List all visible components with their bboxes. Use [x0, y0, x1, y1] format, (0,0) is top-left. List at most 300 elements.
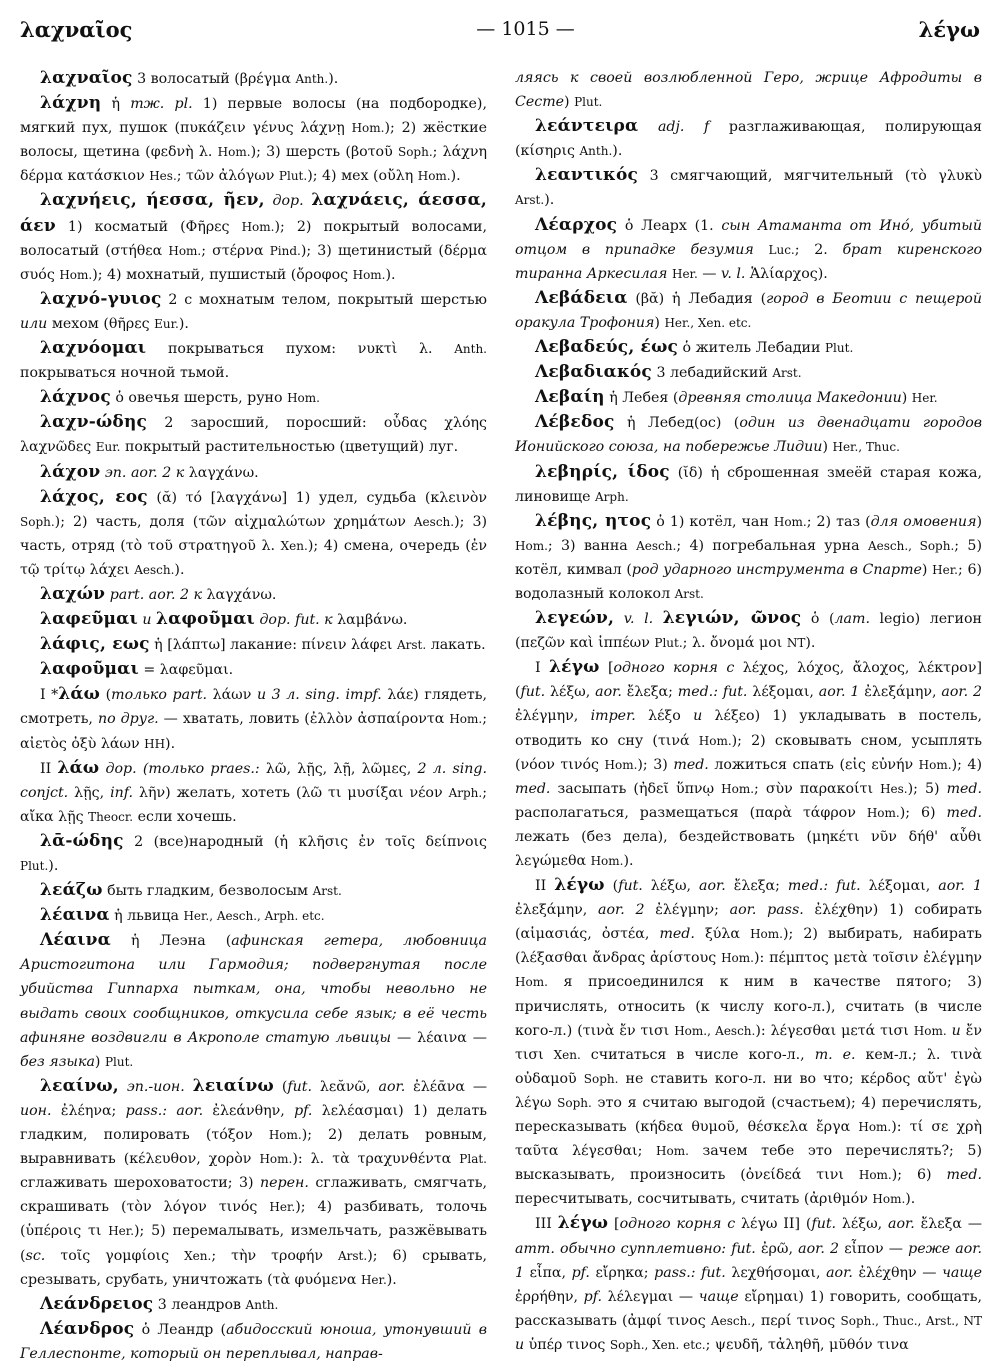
- entry-text: ; λάχνη δέρμα κατάσκιον: [20, 144, 487, 185]
- source-abbrev: Arst.: [396, 638, 427, 653]
- entry-text: εἴρηκα;: [589, 1264, 655, 1281]
- source-abbrev: Arst.: [772, 366, 802, 381]
- entry-text: 2 заросший, поросший: οὖδας χλόης λαχνῶδες: [20, 415, 487, 456]
- source-abbrev: Hom.: [217, 145, 251, 160]
- dictionary-entry: [20, 903, 487, 928]
- entry-text: II: [535, 878, 555, 895]
- entry-text: я присоединился к ним в качестве пятого; 3) причислять, относить (к числу кого-л.), считать (в числе кого-л.) (τινὰ ἔν τισι: [515, 974, 982, 1039]
- entry-text: ); 3) часть, отряд (τὸ τοῦ στρατηγοῦ λ.: [20, 513, 488, 554]
- entry-text: ; τὴν τροφήν: [211, 1247, 338, 1264]
- headword: Λεβαδιακός: [535, 362, 652, 383]
- italic-note: древняя столица Македонии: [678, 390, 902, 407]
- entry-text: ; τῶν ἀλόγων: [176, 168, 279, 185]
- italic-note: и: [693, 708, 703, 725]
- entry-text: ); 4) мех (οὔλη: [307, 168, 418, 185]
- source-abbrev: Hes.: [149, 169, 177, 184]
- dictionary-entry: [20, 829, 487, 878]
- headword: λεαντικός: [535, 165, 639, 186]
- source-abbrev: Luc.: [768, 242, 795, 257]
- italic-note: чаще: [698, 1288, 739, 1305]
- source-abbrev: Hom.: [773, 514, 807, 529]
- entry-text: ἐλεξάμην,: [515, 902, 598, 919]
- entry-text: II: [40, 760, 58, 777]
- italic-note: aor.: [699, 878, 726, 895]
- dictionary-entry: [20, 657, 487, 682]
- italic-note: абидосский юноша, утонувший в Геллеспонте, который он переплывал, направ-: [20, 1321, 487, 1362]
- source-abbrev: Hom.: [241, 219, 275, 234]
- entry-text: ἔν τισι: [515, 1022, 983, 1063]
- source-abbrev: Soph.: [557, 1095, 592, 1110]
- entry-text: ἐλεξάμην,: [859, 684, 942, 701]
- entry-text: ): [94, 1053, 105, 1070]
- headword: λάφις, εως: [40, 634, 150, 655]
- headword: λᾱ-ώδης: [40, 830, 124, 851]
- headword: λειαίνω: [192, 1075, 274, 1096]
- entry-text: ἡ [λάπτω] лакание: πίνειν λάφει: [149, 637, 397, 654]
- headword: λεγεών,: [535, 608, 615, 629]
- dictionary-entry: [515, 286, 982, 335]
- entry-text: ; στέρνα: [201, 242, 270, 259]
- dictionary-entry: [20, 1292, 487, 1317]
- entry-text: ἐλεάνθην,: [203, 1102, 295, 1119]
- source-abbrev: Plut.: [104, 1054, 134, 1069]
- italic-note: одного корня с: [613, 660, 735, 677]
- entry-text: лежать (без дела), бездействовать (μηκέτι νῦν δήθ' αὖθι λεγώμεθα: [515, 828, 982, 869]
- dictionary-entry: [20, 928, 487, 1074]
- entry-text: Ἁλίαρχος).: [745, 265, 828, 282]
- entry-text: λαμβάνω.: [332, 612, 408, 629]
- entry-text: зачем тебе это перечислять?; 5) высказывать, произносить (ὀνείδεά τινι: [515, 1143, 982, 1184]
- source-abbrev: Arst.: [515, 193, 545, 208]
- dictionary-entry: [515, 213, 982, 286]
- italic-note: med.: [673, 756, 709, 773]
- entry-text: λέγω II] (: [735, 1216, 812, 1233]
- headword: λαχν-ώδης: [40, 412, 148, 433]
- entry-text: λέξομαι,: [860, 878, 939, 895]
- headword: λάχνη: [40, 93, 102, 114]
- entry-text: мехом (θῆρες: [47, 315, 155, 332]
- entry-text: покрытый растительностью (цветущий) луг.: [120, 439, 459, 456]
- entry-text: ): [654, 314, 665, 331]
- entry-text: εἶπον —: [839, 1240, 909, 1257]
- entry-text: 1) косматый (Φῆρες: [55, 218, 242, 235]
- entry-text: λῶ, λῇς, λῇ, λῶμες,: [259, 760, 418, 777]
- headword: λάχος, εος: [40, 486, 148, 507]
- entry-text: ).: [805, 635, 816, 652]
- entry-text: ).: [623, 853, 634, 869]
- dictionary-entry: [515, 873, 982, 1211]
- source-abbrev: Hom.: [918, 757, 952, 772]
- dictionary-entry: [515, 1211, 982, 1357]
- entry-text: ).: [450, 168, 461, 185]
- entry-text: ἔλεξα;: [621, 684, 678, 701]
- italic-note: adj. f: [657, 119, 710, 136]
- entry-text: ); 2) покрытый волосами, волосатый (στήθεα: [20, 218, 488, 259]
- entry-text: [614, 611, 624, 627]
- entry-text: засыпать (ἠδεῖ ὕπνῳ: [550, 780, 722, 797]
- entry-text: ; σὺν παρακοίτι: [754, 780, 881, 797]
- source-abbrev: Soph.: [20, 514, 55, 529]
- entry-text: ὁ овечья шерсть, руно: [110, 390, 288, 407]
- entry-text: 3 лебадийский: [651, 365, 773, 382]
- entry-text: ).: [386, 1271, 397, 1288]
- italic-note: pf.: [571, 1264, 590, 1281]
- entry-text: τοῖς γομφίοις: [45, 1247, 185, 1264]
- entry-text: ἡ Леэна (: [110, 933, 232, 950]
- entry-text: III: [535, 1216, 558, 1233]
- source-abbrev: Hom.: [872, 1192, 906, 1207]
- entry-text: ); 4) смена, очередь (ἐν τῷ τρίτῳ λάχει: [20, 537, 487, 578]
- entry-text: (: [100, 687, 112, 704]
- entry-text: ἐλέχθην) 1) собирать (αἱμασιάς, ὀστέα,: [515, 902, 982, 943]
- entry-text: ): τί σε χρὴ ταῦτα λέγεσθαι;: [515, 1119, 982, 1160]
- entry-text: ); 2) выбирать, набирать (λέξασθαι ἄνδρας ἀρίστους: [515, 926, 982, 967]
- italic-note: aor.: [595, 684, 622, 701]
- entry-text: ): [564, 94, 575, 111]
- source-abbrev: Eur.: [95, 440, 121, 455]
- source-abbrev: Hom.: [168, 243, 202, 258]
- italic-note: fut.: [618, 878, 643, 895]
- source-abbrev: Hom.: [866, 805, 900, 820]
- headword: λαφοῦμαι: [40, 659, 139, 680]
- entry-text: ); 2) часть, доля (τῶν αἰχμαλώτων χρημάτων: [54, 513, 414, 530]
- entry-text: лакать.: [426, 637, 486, 654]
- italic-note: эп.-ион.: [126, 1078, 185, 1095]
- source-abbrev: Hom.: [656, 1144, 689, 1159]
- source-abbrev: Plut.: [574, 95, 603, 110]
- source-abbrev: Plut.: [20, 859, 49, 873]
- entry-text: покрываться пухом: νυκτὶ λ.: [146, 341, 455, 358]
- entry-text: ).: [328, 71, 339, 87]
- entry-text: ); 3) шерсть (βοτοῦ: [250, 144, 398, 161]
- italic-note: или: [20, 315, 48, 332]
- entry-text: [638, 119, 658, 135]
- entry-text: не ставить кого-л. ни во что; κέρδος αὔτ' ἐγὼ λέγω: [515, 1070, 983, 1111]
- entry-text: ἐλέηνα;: [51, 1102, 126, 1119]
- entry-text: [754, 242, 769, 258]
- entry-text: ; αἰετὸς ὀξὺ λάων: [20, 711, 487, 752]
- entry-text: λάων: [207, 687, 257, 704]
- italic-note: реже aor. 1: [515, 1240, 982, 1281]
- entry-text: ; 2.: [794, 241, 843, 258]
- italic-note: одного корня с: [619, 1216, 736, 1233]
- source-abbrev: Soph., Xen. etc.: [609, 1337, 706, 1352]
- source-abbrev: Hom.: [590, 854, 624, 868]
- source-abbrev: Aesch.: [134, 562, 175, 577]
- source-abbrev: Anth.: [245, 1297, 279, 1312]
- entry-text: ἐλέᾱνα —: [405, 1078, 488, 1095]
- headword: λεγιών, ῶνος: [662, 608, 802, 629]
- entry-text: ἡ Лебед(ос) (: [614, 415, 740, 432]
- source-abbrev: Eur.: [154, 316, 179, 331]
- entry-text: legio) легион (πεζῶν καὶ ἱππέων: [515, 611, 982, 652]
- entry-text: ).: [165, 735, 176, 752]
- italic-note: и: [142, 612, 152, 629]
- entry-text: ); 3): [637, 756, 674, 773]
- headword: λέβης, ητος: [535, 510, 652, 531]
- source-abbrev: Hom.: [721, 951, 754, 966]
- headword: λαχνάεις, άεσσα, άεν: [20, 190, 487, 236]
- entry-text: 2 с мохнатым телом, покрытый шерстью: [161, 291, 487, 308]
- entry-text: (ᾰ) τό [λαγχάνω] 1) удел, судьба (κλεινὸν: [147, 489, 487, 506]
- italic-note: и: [951, 1022, 961, 1039]
- italic-note: и 3 л. sing. impf.: [256, 687, 382, 704]
- italic-note: sc.: [25, 1247, 46, 1264]
- source-abbrev: Hom.: [721, 781, 755, 796]
- source-abbrev: Hom.: [259, 1152, 293, 1167]
- italic-note: по друг.: [97, 711, 159, 728]
- dictionary-entry: [20, 878, 487, 903]
- italic-note: med.: [946, 1167, 982, 1184]
- headword: λάω: [58, 684, 101, 705]
- entry-text: сглаживать, смягчать, скрашивать (τὸν λόγον τινός: [20, 1175, 487, 1216]
- dictionary-entry: [20, 1074, 487, 1292]
- entry-text: —: [697, 265, 722, 282]
- dictionary-entry: [515, 410, 982, 459]
- italic-note: med.: [946, 780, 983, 797]
- entry-text: ἐλέγμην,: [515, 708, 591, 725]
- entry-text: λαγχάνω.: [184, 464, 259, 481]
- headword: Λεβαδεύς, έως: [535, 337, 679, 358]
- headword: λεαίνω,: [40, 1075, 119, 1096]
- headword: Λεάνδρειος: [40, 1293, 154, 1314]
- entry-text: [185, 1079, 193, 1095]
- headword: λάω: [57, 757, 100, 778]
- dictionary-entry: [20, 188, 487, 286]
- italic-note: aor. 1: [818, 684, 860, 701]
- entry-text: [: [599, 660, 614, 677]
- source-abbrev: Her., Thuc.: [832, 440, 900, 455]
- dictionary-entry: [515, 385, 982, 410]
- entry-text: λεχθήσομαι,: [725, 1264, 827, 1281]
- entry-text: λάε) глядеть, смотреть,: [20, 687, 487, 728]
- source-abbrev: Theocr.: [88, 809, 134, 824]
- headword: λαχναῖος: [40, 68, 133, 88]
- source-abbrev: Arph.: [595, 489, 629, 504]
- italic-note: pf.: [294, 1102, 313, 1119]
- dictionary-entry: [515, 66, 982, 114]
- entry-text: λῇς,: [68, 784, 111, 801]
- entry-text: ; 5) котёл, кимвал (: [515, 537, 982, 578]
- headword: Λέβεδος: [535, 412, 615, 433]
- entry-text: ).: [178, 315, 189, 332]
- headword: λαφεῦμαι: [40, 609, 138, 630]
- entry-text: ); 3) щетинистый (δέρμα συός: [20, 242, 487, 283]
- entry-text: λῆν) желать, хотеть (λῶ τι μυσίξαι νέον: [133, 784, 449, 801]
- italic-note: part. aor. 2 к: [109, 586, 202, 603]
- italic-note: афинская гетера, любовница Аристогитона или Гармодия; подвергнутая после убийства Гиппарха пыткам, она, чтобы невольно не выдать своих сообщников, откусила себе язык; в её честь афиняне воздвигли в Акрополе статую львицы: [20, 933, 488, 1046]
- entry-text: (: [273, 1078, 288, 1095]
- source-abbrev: Her.: [671, 266, 698, 281]
- italic-note: дор. fut. к: [259, 612, 333, 629]
- entry-text: , περί τινος: [751, 1312, 841, 1329]
- headword: λαχνήεις, ήεσσα, ῆεν,: [40, 190, 265, 211]
- entry-text: это я считаю выгодой (счастьем); 4) перечислять, пересказывать (κήδεα θυμοῦ, θέσκελα ἔργα: [515, 1094, 982, 1136]
- italic-note: ион.: [20, 1102, 52, 1119]
- entry-text: I *: [40, 687, 59, 704]
- italic-note: только part.: [111, 687, 208, 704]
- italic-note: один из двенадцати городов Ионийского союза, на побережье Лидии: [515, 415, 983, 456]
- entry-text: ).: [905, 1191, 916, 1208]
- entry-text: [: [608, 1216, 620, 1233]
- source-abbrev: Anth.: [295, 72, 329, 86]
- italic-note: aor. 2: [798, 1240, 840, 1257]
- entry-text: ὑπέρ τινος: [524, 1336, 610, 1353]
- header-left-word: λαχναῖος: [20, 16, 133, 42]
- source-abbrev: Pind.: [269, 243, 301, 258]
- italic-note: pf.: [583, 1288, 602, 1305]
- entry-text: — λέαινα —: [391, 1029, 487, 1046]
- entry-text: ξύλα: [694, 926, 751, 943]
- dictionary-entry: [515, 360, 982, 385]
- entry-text: ): λ. τὰ τραχυνθέντα: [292, 1151, 460, 1168]
- headword: Λεβαίη: [535, 387, 605, 408]
- source-abbrev: Hom.: [59, 267, 93, 282]
- italic-note: pass.: fut.: [654, 1264, 726, 1281]
- italic-note: imper.: [590, 708, 636, 725]
- entry-text: покрываться ночной тьмой.: [20, 365, 230, 382]
- headword: Λέαρχος: [535, 214, 618, 235]
- entry-text: ); 2) жёсткие волосы, щетина (φεδνὴ λ.: [20, 120, 488, 161]
- entry-text: (βᾰ) ἡ Лебадия (: [627, 290, 767, 307]
- page-columns: [20, 66, 983, 1362]
- source-abbrev: NT: [786, 636, 806, 651]
- entry-text: εἶπα,: [524, 1264, 572, 1281]
- italic-note: т. е.: [814, 1046, 856, 1063]
- source-abbrev: Arph.: [448, 785, 483, 800]
- source-abbrev: Aesch.: [413, 514, 455, 529]
- entry-text: ); 4): [951, 756, 982, 773]
- source-abbrev: Soph.: [397, 145, 433, 160]
- source-abbrev: Hom.: [515, 975, 548, 990]
- dictionary-entry: [20, 336, 487, 385]
- entry-text: λέξο: [635, 708, 694, 725]
- entry-text: εἴρημαι) 1) говорить, сообщать, рассказывать (ἀμφί τινος: [515, 1288, 982, 1329]
- entry-text: λέξομαι,: [747, 684, 819, 701]
- italic-note: для омовения: [870, 513, 977, 530]
- source-abbrev: Xen.: [280, 538, 308, 553]
- entry-text: располагаться, размещаться (παρὰ τάφρον: [515, 804, 867, 821]
- entry-text: ); 5): [907, 780, 947, 797]
- entry-text: 3 волосатый (βρέγμα: [132, 71, 296, 87]
- entry-text: ἡ Лебея (: [604, 390, 679, 407]
- entry-text: ); 4) мохнатый, пушистый (ὄροφος: [92, 266, 353, 283]
- entry-text: ): [976, 513, 983, 530]
- italic-note: род ударного инструмента в Спарте: [631, 561, 922, 578]
- entry-text: 3 смягчающий, мягчительный (τὸ γλυκὺ: [638, 168, 982, 185]
- entry-text: ); 2) делать ровным, выравнивать (κέλευθον, χορὸν: [20, 1127, 487, 1168]
- entry-text: λαγχάνω.: [201, 586, 277, 603]
- entry-text: ): [921, 561, 933, 578]
- entry-text: ).: [385, 266, 396, 283]
- entry-text: ; λ. ὄνομά μοι: [682, 635, 787, 652]
- entry-text: I: [535, 660, 550, 677]
- entry-text: ): λέγεσθαι μετά τισι: [755, 1022, 914, 1039]
- source-abbrev: Hom.: [417, 169, 451, 184]
- dictionary-entry: [20, 460, 487, 485]
- source-abbrev: Hom.: [287, 391, 320, 406]
- entry-text: ).: [612, 143, 623, 160]
- source-abbrev: Plut.: [278, 169, 308, 184]
- entry-text: ; 3) ванна: [547, 537, 637, 554]
- italic-note: fut.: [287, 1078, 312, 1095]
- entry-text: ); 5) перемалывать, измельчать, разжёвывать (: [20, 1223, 487, 1264]
- dictionary-entry: [20, 632, 487, 657]
- headword: λάχνος: [40, 387, 111, 408]
- page-number: — 1015 —: [476, 18, 575, 40]
- dictionary-entry: [515, 509, 982, 606]
- headword: λαφοῦμαι: [156, 609, 255, 630]
- italic-note: fut.: [520, 684, 546, 701]
- entry-text: ): [901, 390, 912, 407]
- entry-text: ); 6) срывать, срезывать, срубать, уничтожать (τὰ φυόμενα: [20, 1247, 488, 1288]
- italic-note: лат.: [834, 611, 870, 628]
- source-abbrev: HH: [144, 736, 166, 751]
- entry-text: λέξω,: [642, 878, 700, 895]
- entry-text: 3 леандров: [153, 1296, 246, 1313]
- source-abbrev: Hom.: [604, 757, 638, 772]
- dictionary-entry: [515, 335, 982, 360]
- source-abbrev: Her.: [932, 562, 958, 577]
- italic-note: чаще: [942, 1264, 982, 1281]
- italic-note: 2 л. sing. conjct.: [20, 760, 488, 801]
- source-abbrev: Anth.: [454, 342, 487, 357]
- headword: λεάζω: [40, 880, 103, 901]
- italic-note: med.: fut.: [787, 878, 861, 895]
- italic-note: inf.: [110, 784, 134, 801]
- entry-text: λέξω,: [836, 1216, 889, 1233]
- source-abbrev: Hom.: [750, 927, 783, 942]
- headword: λεάντειρα: [535, 116, 639, 137]
- entry-text: ложиться спать (εἰς εὐνήν: [708, 756, 919, 773]
- source-abbrev: Hom.: [858, 1168, 892, 1183]
- headword: λεβηρίς, ίδος: [535, 461, 670, 482]
- italic-note: тж. pl.: [130, 96, 193, 113]
- source-abbrev: Aesch., Soph.: [867, 538, 955, 553]
- dictionary-entry: [515, 163, 982, 212]
- headword: Λέανδρος: [40, 1318, 135, 1339]
- entry-text: [653, 611, 663, 627]
- entry-text: λέχος, λόχος, ἄλοχος, λέκτρον] (: [515, 660, 982, 701]
- entry-text: ); 2) сковывать сном, усыплять (νόον τινός: [515, 732, 982, 773]
- dictionary-entry: [515, 606, 982, 655]
- source-abbrev: Her.: [269, 1200, 296, 1215]
- entry-text: ὁ 1) котёл, чан: [651, 513, 774, 530]
- italic-note: pass.: aor.: [125, 1102, 204, 1119]
- italic-note: med.: [659, 926, 695, 943]
- italic-note: med.: [946, 804, 982, 821]
- entry-text: считаться в числе кого-л.,: [580, 1046, 815, 1063]
- source-abbrev: Aesch.: [636, 538, 677, 553]
- source-abbrev: Arst.: [338, 1248, 368, 1263]
- italic-note: атт. обычно супплетивно: fut.: [515, 1240, 756, 1257]
- entry-text: ).: [48, 858, 59, 874]
- source-abbrev: Hom.: [698, 733, 732, 748]
- italic-note: fut.: [811, 1216, 837, 1233]
- headword: λέγω: [549, 657, 600, 678]
- entry-text: = λαφεῦμαι.: [138, 662, 234, 679]
- headword: λέγω: [557, 1213, 609, 1234]
- entry-text: ; 6) водолазный колокол: [515, 561, 983, 602]
- entry-text: ἐλέχθην —: [852, 1264, 943, 1281]
- entry-text: ).: [174, 561, 185, 578]
- entry-text: если хочешь.: [133, 808, 237, 825]
- headword: λέαινα: [40, 905, 110, 926]
- italic-note: v. l.: [623, 611, 654, 628]
- italic-note: aor.: [888, 1216, 915, 1233]
- dictionary-entry: [20, 756, 487, 829]
- entry-text: ὁ Леарх (1.: [617, 217, 722, 234]
